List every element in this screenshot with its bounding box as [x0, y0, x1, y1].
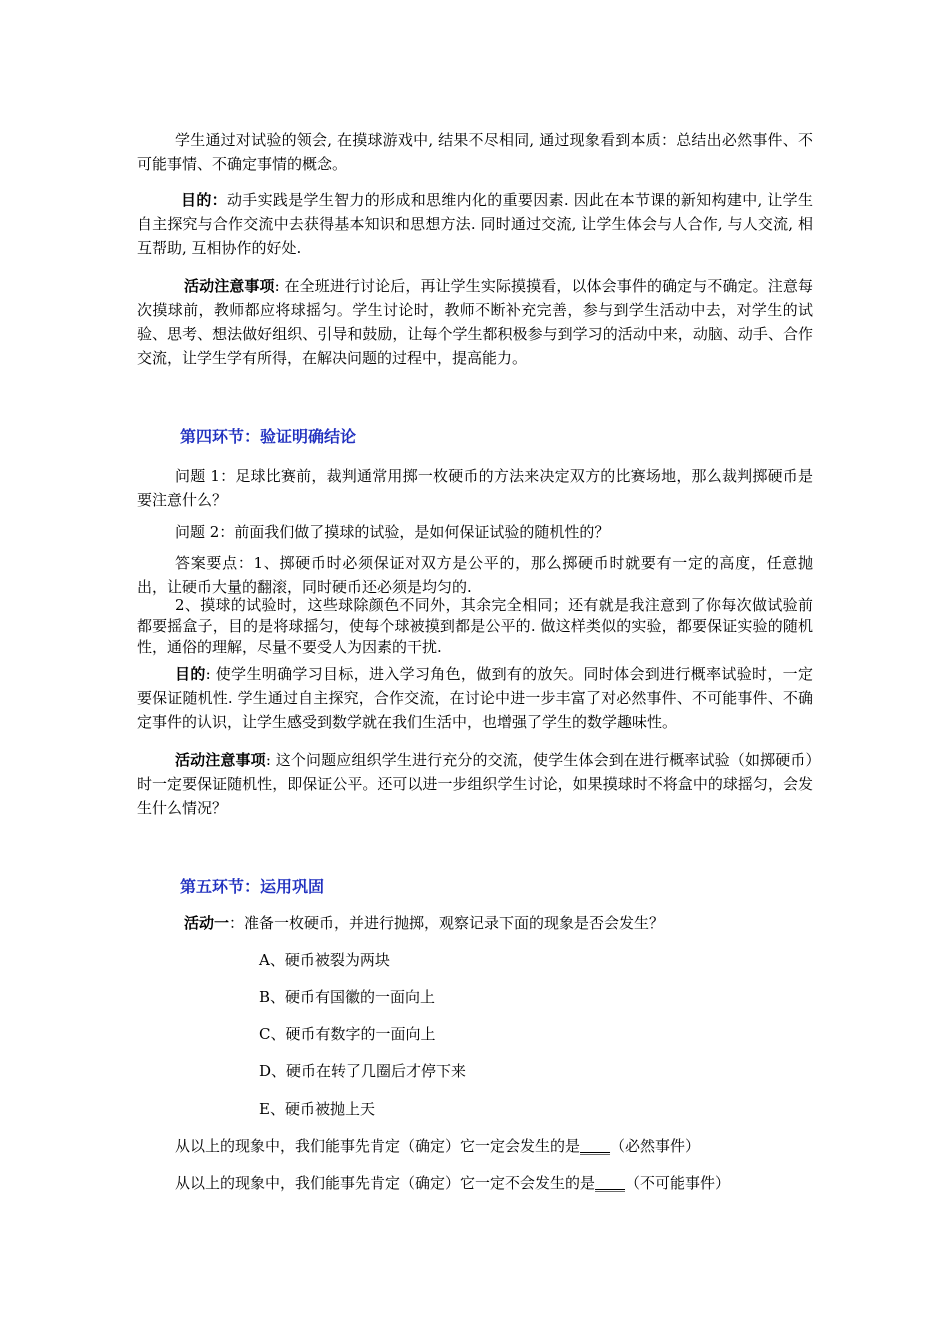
paragraph-text: 问题 1：足球比赛前，裁判通常用掷一枚硬币的方法来决定双方的比赛场地，那么裁判掷硬币是要注意什么？ [137, 467, 813, 509]
section-heading-4: 第四环节：验证明确结论 [180, 427, 357, 446]
answer-blank: ____ [580, 1137, 611, 1155]
paragraph-purpose-1 [137, 188, 813, 260]
question-text: 从以上的现象中，我们能事先肯定（确定）它一定不会发生的是 [175, 1174, 596, 1192]
option-a: A、硬币被裂为两块 [259, 951, 390, 969]
activity-label: 活动一 [184, 914, 230, 932]
paragraph-concept-summary [137, 128, 813, 176]
option-d: D、硬币在转了几圈后才停下来 [259, 1062, 467, 1080]
paragraph-text: : 在全班进行讨论后，再让学生实际摸摸看，以体会事件的确定与不确定。注意每次摸球前，教师都应将球摇匀。学生讨论时，教师不断补充完善，参与到学生活动中去，对学生的试验、思考、想法做好组织、引导和鼓励，让每个学生都积极参与到学习的活动中来，动脑、动手、合作交流，让学生学有所得，在解决问题的过程中，提高能力。 [137, 277, 813, 367]
paragraph-text: 答案要点：1、掷硬币时必须保证对双方是公平的，那么掷硬币时就要有一定的高度，任意抛出，让硬币大量的翻滚，同时硬币还必须是均匀的. [137, 554, 813, 596]
purpose-label: 目的 [175, 665, 206, 683]
paragraph-text: 学生通过对试验的领会, 在摸球游戏中, 结果不尽相同, 通过现象看到本质：总结出必然事件、不可能事情、不确定事情的概念。 [137, 131, 813, 173]
section-heading-5: 第五环节：运用巩固 [180, 877, 325, 896]
question-hint: （不可能事件） [625, 1174, 731, 1192]
paragraph-text: : 使学生明确学习目标，进入学习角色，做到有的放矢。同时体会到进行概率试验时，一定要保证随机性. 学生通过自主探究，合作交流，在讨论中进一步丰富了对必然事件、不可能事件、不确定事件的认识，让学生感受到数学就在我们生活中，也增强了学生的数学趣味性。 [137, 665, 813, 731]
purpose-label: 目的： [181, 191, 227, 209]
paragraph-text: 问题 2：前面我们做了摸球的试验，是如何保证试验的随机性的？ [175, 523, 610, 541]
question-1 [137, 464, 813, 512]
activity-1-prompt [184, 911, 814, 935]
paragraph-text: 2、摸球的试验时，这些球除颜色不同外，其余完全相同；还有就是我注意到了你每次做试验前都要摇盒子，目的是将球摇匀，使每个球被摸到都是公平的. 做这样类似的实验，都要保证实验的随机性，通俗的理解，尽量不要受人为因素的干扰. [137, 596, 813, 656]
question-2 [137, 520, 813, 544]
option-b: B、硬币有国徽的一面向上 [259, 988, 436, 1006]
notes-label: 活动注意事项 [184, 277, 275, 295]
question-text: 从以上的现象中，我们能事先肯定（确定）它一定会发生的是 [175, 1137, 581, 1155]
paragraph-text: 动手实践是学生智力的形成和思维内化的重要因素. 因此在本节课的新知构建中, 让学生自主探究与合作交流中去获得基本知识和思想方法. 同时通过交流, 让学生体会与人合作, 与人交流, 相互帮助, 互相协作的好处. [137, 191, 813, 257]
paragraph-text: ：准备一枚硬币，并进行抛掷，观察记录下面的现象是否会发生？ [229, 914, 665, 932]
paragraph-activity-notes-2 [137, 748, 813, 820]
answer-point-2 [137, 595, 813, 658]
answer-point-1 [137, 551, 813, 599]
fill-in-certain-event [175, 1134, 815, 1158]
question-hint: （必然事件） [610, 1137, 701, 1155]
paragraph-activity-notes-1 [137, 274, 813, 370]
option-e: E、硬币被抛上天 [259, 1100, 375, 1118]
fill-in-impossible-event [175, 1171, 815, 1195]
paragraph-text: : 这个问题应组织学生进行充分的交流，使学生体会到在进行概率试验（如掷硬币）时一定要保证随机性，即保证公平。还可以进一步组织学生讨论，如果摸球时不将盒中的球摇匀，会发生什么情况？ [137, 751, 813, 817]
answer-blank: ____ [595, 1174, 626, 1192]
notes-label: 活动注意事项 [175, 751, 266, 769]
paragraph-purpose-2 [137, 662, 813, 734]
option-c: C、硬币有数字的一面向上 [259, 1025, 436, 1043]
